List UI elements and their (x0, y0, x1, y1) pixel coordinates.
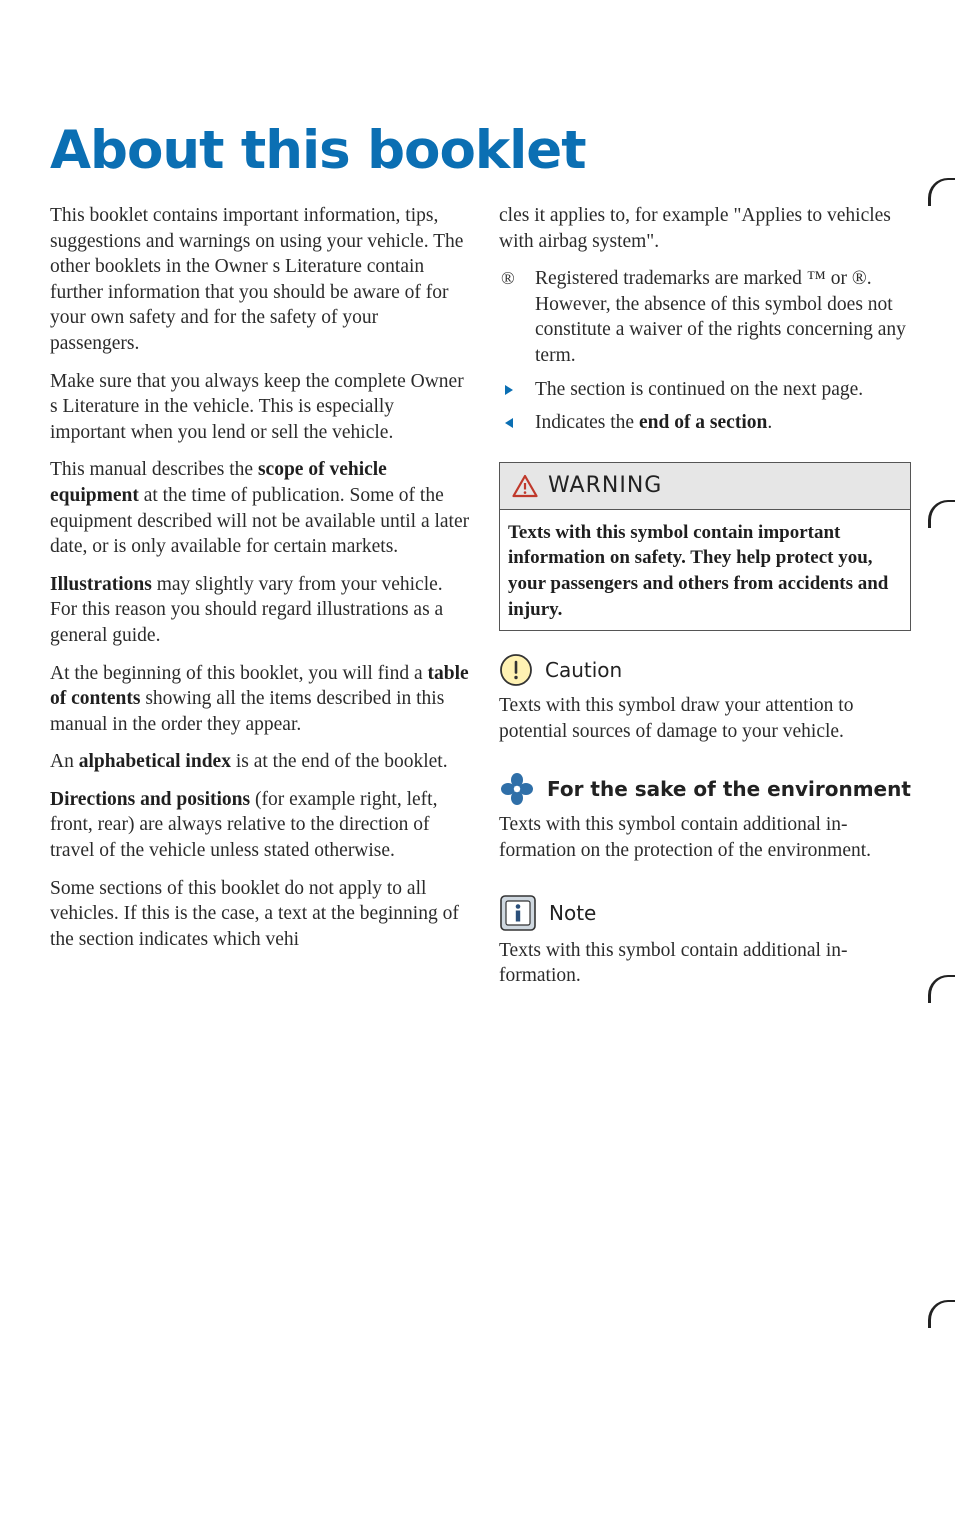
caution-text: Texts with this symbol draw your attention to potential sources of damage to your vehicle. (499, 695, 854, 742)
margin-mark (928, 975, 955, 1003)
page-title: About this booklet (50, 120, 586, 181)
note-info-icon (499, 894, 537, 932)
warning-text: Texts with this symbol contain important information on safety. They help protect you, your passengers and others from accidents and injury. (508, 521, 889, 620)
index-text-post: is at the end of the booklet. (230, 751, 448, 773)
continued-text: The section is continued on the next page. (535, 378, 864, 400)
continued-line (499, 377, 914, 403)
contents-text-bold: table of contents (50, 662, 469, 710)
arrow-right-icon (505, 385, 513, 395)
margin-mark (928, 500, 955, 528)
sections-paragraph: Some sections of this booklet do not apply to all vehicles. If this is the case, a text at the beginning of the section indicates which vehi (50, 877, 459, 950)
registered-symbol-icon: ® (501, 268, 515, 289)
illustrations-paragraph (50, 572, 470, 649)
index-text-bold: alphabetical index (78, 751, 231, 773)
end-text-pre: Indicates the (535, 412, 639, 434)
margin-mark (928, 1300, 955, 1328)
intro-paragraph: This booklet contains important information, tips, suggestions and warnings on using your vehicle. The other booklets in the Owner s Literature contain further information that you should be aware of for your own safety and for the safety of your passengers. (50, 205, 464, 354)
registered-trademark-line (499, 266, 914, 368)
caution-icon (499, 653, 533, 687)
directions-text-bold: Directions and positions (50, 788, 251, 810)
margin-mark (928, 178, 955, 206)
scope-paragraph (50, 457, 470, 559)
environment-leaf-icon (499, 772, 535, 806)
left-column (50, 203, 470, 964)
end-of-section-line (499, 410, 914, 436)
note-header (499, 894, 914, 932)
applies-paragraph: cles it applies to, for example "Applies to vehicles with airbag system". (499, 205, 891, 252)
illustrations-text-bold: Illustrations (50, 573, 152, 595)
arrow-left-icon (505, 418, 513, 428)
index-text-pre: An (50, 751, 79, 773)
environment-text: Texts with this symbol contain additional information on the protection of the environment. (499, 814, 872, 861)
end-text-post: . (767, 412, 773, 434)
contents-paragraph (50, 661, 470, 738)
directions-paragraph (50, 787, 470, 864)
caution-label: Caution (545, 658, 623, 683)
contents-text-post: showing all the items described in this manual in the order they appear. (50, 688, 445, 735)
directions-text-post: (for example right, left, front, rear) are always relative to the direction of travel of the vehicle unless stated otherwise. (50, 788, 438, 862)
registered-text: Registered trademarks are marked ™ or ®. However, the absence of this symbol does not constitute a waiver of the rights concerning any term. (535, 268, 906, 366)
warning-header (500, 463, 910, 510)
end-text-bold: end of a section (638, 412, 768, 434)
caution-header (499, 653, 914, 687)
note-label: Note (549, 900, 597, 925)
note-text: Texts with this symbol contain additional information. (499, 939, 848, 987)
warning-label: WARNING (548, 473, 663, 499)
warning-triangle-icon (512, 474, 538, 498)
environment-header (499, 772, 914, 806)
index-paragraph (50, 749, 470, 775)
scope-text-post: at the time of publication. Some of the equipment described will not be available until a later date, or is only available for certain markets. (50, 484, 470, 558)
scope-text-pre: This manual describes the (50, 459, 258, 481)
right-column (499, 203, 914, 1001)
warning-box (499, 462, 911, 631)
illustrations-text-post: may slightly vary from your vehicle. For this reason you should regard illustrations as a general guide. (50, 573, 444, 646)
contents-text-pre: At the beginning of this booklet, you will find a (50, 662, 428, 684)
scope-text-bold: scope of vehicle equipment (50, 459, 387, 506)
environment-label: For the sake of the environment (547, 777, 911, 802)
keep-literature-paragraph: Make sure that you always keep the complete Owner s Literature in the vehicle. This is especially important when you lend or sell the vehicle. (50, 370, 464, 443)
